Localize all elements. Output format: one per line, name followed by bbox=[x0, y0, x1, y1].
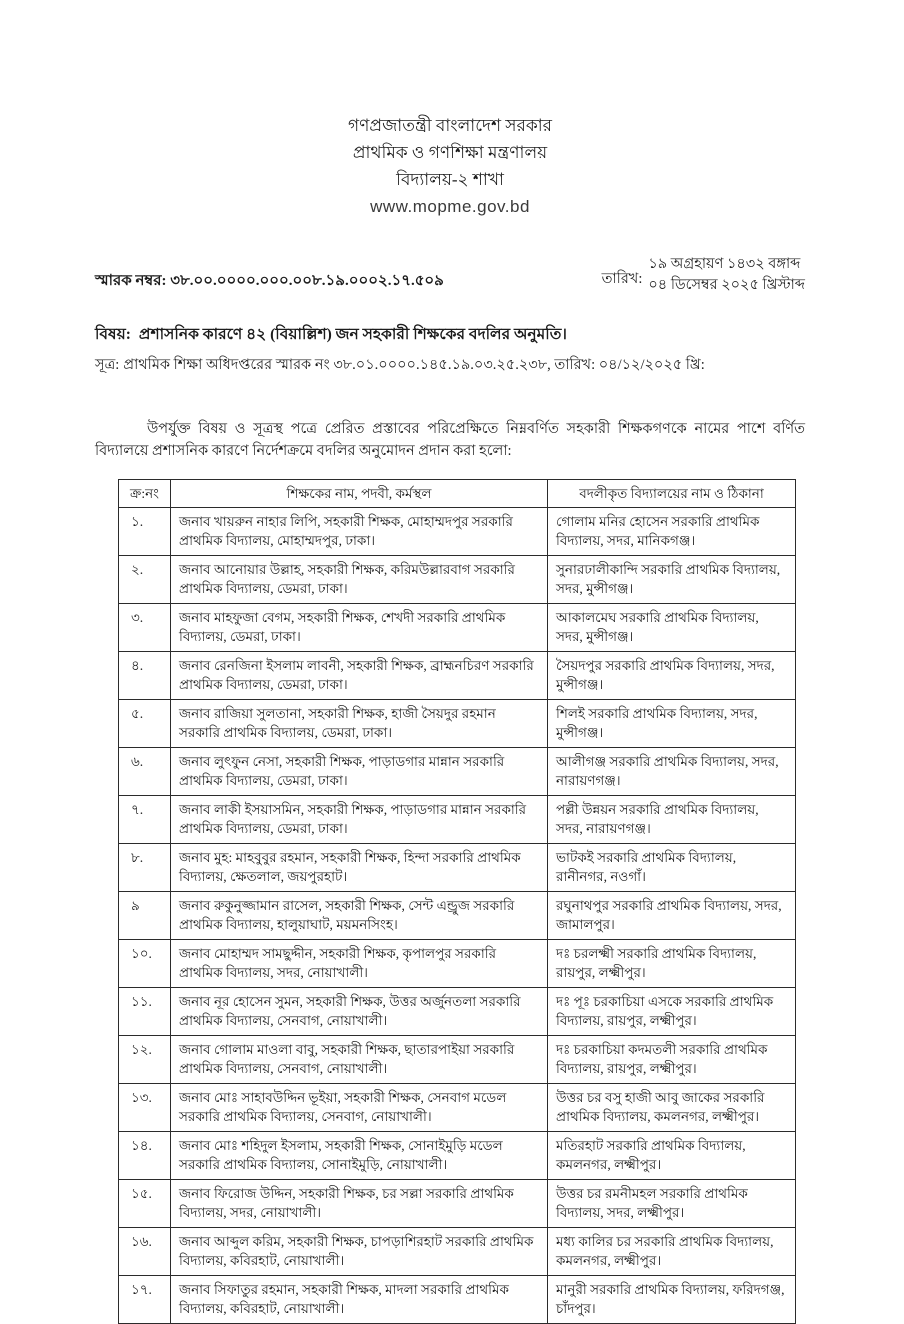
teacher-cell: জনাব লাকী ইসয়াসমিন, সহকারী শিক্ষক, পাড়াডগার মান্নান সরকারি প্রাথমিক বিদ্যালয়, ডেমরা, ঢাকা। bbox=[171, 796, 548, 844]
letterhead bbox=[95, 112, 805, 220]
serial-cell: ১২. bbox=[119, 1036, 171, 1084]
reference-text: প্রাথমিক শিক্ষা অধিদপ্তরের স্মারক নং ৩৮.০১.০০০০.১৪৫.১৯.০৩.২৫.২৩৮, তারিখ: ০৪/১২/২০২৫ খ্রি: bbox=[123, 357, 705, 373]
date-values bbox=[648, 254, 805, 296]
school-cell: মতিরহাট সরকারি প্রাথমিক বিদ্যালয়, কমলনগর, লক্ষ্মীপুর। bbox=[548, 1132, 796, 1180]
government-name: গণপ্রজাতন্ত্রী বাংলাদেশ সরকার bbox=[347, 116, 553, 135]
serial-cell: ১৬. bbox=[119, 1228, 171, 1276]
serial-cell: ১৫. bbox=[119, 1180, 171, 1228]
table-row bbox=[119, 1036, 796, 1084]
body-paragraph: উপর্যুক্ত বিষয় ও সূত্রস্থ পত্রে প্রেরিত প্রস্তাবের পরিপ্রেক্ষিতে নিম্নবর্ণিত সহকারী শিক্ষকগণকে নামের পাশে বর্ণিত বিদ্যালয়ে প্রশাসনিক কারণে নির্দেশক্রমে বদলির অনুমোদন প্রদান করা হলো: bbox=[95, 421, 805, 459]
table-row bbox=[119, 700, 796, 748]
serial-cell: ১৩. bbox=[119, 1084, 171, 1132]
teacher-cell: জনাব মাহফুজা বেগম, সহকারী শিক্ষক, শেখদী সরকারি প্রাথমিক বিদ্যালয়, ডেমরা, ঢাকা। bbox=[171, 604, 548, 652]
school-cell: শিলই সরকারি প্রাথমিক বিদ্যালয়, সদর, মুন্সীগঞ্জ। bbox=[548, 700, 796, 748]
website-url: www.mopme.gov.bd bbox=[370, 197, 530, 216]
subject-line bbox=[95, 322, 805, 348]
table-row bbox=[119, 1084, 796, 1132]
header-school: বদলীকৃত বিদ্যালয়ের নাম ও ঠিকানা bbox=[548, 480, 796, 508]
reference-line bbox=[95, 354, 805, 378]
school-cell: দঃ চরকাচিয়া কদমতলী সরকারি প্রাথমিক বিদ্যালয়, রায়পুর, লক্ষ্মীপুর। bbox=[548, 1036, 796, 1084]
teacher-cell: জনাব মোঃ শহিদুল ইসলাম, সহকারী শিক্ষক, সোনাইমুড়ি মডেল সরকারি প্রাথমিক বিদ্যালয়, সোনাইমুড়ি, নোয়াখালী। bbox=[171, 1132, 548, 1180]
teacher-cell: জনাব মোঃ সাহাবউদ্দিন ভূইয়া, সহকারী শিক্ষক, সেনবাগ মডেল সরকারি প্রাথমিক বিদ্যালয়, সেনবাগ, নোয়াখালী। bbox=[171, 1084, 548, 1132]
teacher-cell: জনাব রুকুনুজ্জামান রাসেল, সহকারী শিক্ষক, সেন্ট এন্ড্রুজ সরকারি প্রাথমিক বিদ্যালয়, হালুয়াঘাট, ময়মনসিংহ। bbox=[171, 892, 548, 940]
date-block bbox=[602, 254, 805, 296]
date-label: তারিখ: bbox=[601, 270, 643, 287]
school-cell: সুনারঢালীকান্দি সরকারি প্রাথমিক বিদ্যালয়, সদর, মুন্সীগঞ্জ। bbox=[548, 556, 796, 604]
meta-row bbox=[95, 254, 805, 296]
serial-cell: ৫. bbox=[119, 700, 171, 748]
serial-cell: ১০. bbox=[119, 940, 171, 988]
header-serial: ক্র:নং bbox=[119, 480, 171, 508]
serial-cell: ৭. bbox=[119, 796, 171, 844]
school-cell: মানুরী সরকারি প্রাথমিক বিদ্যালয়, ফরিদগঞ্জ, চাঁদপুর। bbox=[548, 1276, 796, 1324]
table-header-row bbox=[119, 480, 796, 508]
serial-cell: ১৭. bbox=[119, 1276, 171, 1324]
school-cell: পল্লী উন্নয়ন সরকারি প্রাথমিক বিদ্যালয়, সদর, নারায়ণগঞ্জ। bbox=[548, 796, 796, 844]
teacher-cell: জনাব নূর হোসেন সুমন, সহকারী শিক্ষক, উত্তর অর্জুনতলা সরকারি প্রাথমিক বিদ্যালয়, সেনবাগ, নোয়াখালী। bbox=[171, 988, 548, 1036]
table-row bbox=[119, 652, 796, 700]
header-teacher: শিক্ষকের নাম, পদবী, কর্মস্থল bbox=[171, 480, 548, 508]
table-row bbox=[119, 604, 796, 652]
table-row bbox=[119, 1180, 796, 1228]
serial-cell: ১৪. bbox=[119, 1132, 171, 1180]
table-row bbox=[119, 556, 796, 604]
gregorian-date: ০৪ ডিসেম্বর ২০২৫ খ্রিস্টাব্দ bbox=[648, 277, 805, 293]
school-cell: ভাটকই সরকারি প্রাথমিক বিদ্যালয়, রানীনগর, নওগাঁ। bbox=[548, 844, 796, 892]
branch-name: বিদ্যালয়-২ শাখা bbox=[396, 170, 504, 189]
serial-cell: ১১. bbox=[119, 988, 171, 1036]
teacher-cell: জনাব আনোয়ার উল্লাহ, সহকারী শিক্ষক, করিমউল্লারবাগ সরকারি প্রাথমিক বিদ্যালয়, ডেমরা, ঢাকা। bbox=[171, 556, 548, 604]
table-row bbox=[119, 1228, 796, 1276]
teacher-cell: জনাব খায়রুন নাহার লিপি, সহকারী শিক্ষক, মোহাম্মদপুর সরকারি প্রাথমিক বিদ্যালয়, মোহাম্মদপুর, ঢাকা। bbox=[171, 508, 548, 556]
subject-text: প্রশাসনিক কারণে ৪২ (বিয়াল্লিশ) জন সহকারী শিক্ষকের বদলির অনুমতি। bbox=[138, 326, 567, 343]
reference-label: সূত্র: bbox=[95, 357, 120, 373]
serial-cell: ৩. bbox=[119, 604, 171, 652]
school-cell: আকালমেঘ সরকারি প্রাথমিক বিদ্যালয়, সদর, মুন্সীগঞ্জ। bbox=[548, 604, 796, 652]
school-cell: সৈয়দপুর সরকারি প্রাথমিক বিদ্যালয়, সদর, মুন্সীগঞ্জ। bbox=[548, 652, 796, 700]
table-row bbox=[119, 988, 796, 1036]
serial-cell: ৬. bbox=[119, 748, 171, 796]
teacher-cell: জনাব রাজিয়া সুলতানা, সহকারী শিক্ষক, হাজী সৈয়দুর রহমান সরকারি প্রাথমিক বিদ্যালয়, ডেমরা, ঢাকা। bbox=[171, 700, 548, 748]
school-cell: উত্তর চর বসু হাজী আবু জাকের সরকারি প্রাথমিক বিদ্যালয়, কমলনগর, লক্ষ্মীপুর। bbox=[548, 1084, 796, 1132]
serial-cell: ৮. bbox=[119, 844, 171, 892]
teacher-cell: জনাব মুহ: মাহবুবুর রহমান, সহকারী শিক্ষক, হিন্দা সরকারি প্রাথমিক বিদ্যালয়, ক্ষেতলাল, জয়পুরহাট। bbox=[171, 844, 548, 892]
table-row bbox=[119, 940, 796, 988]
memo-number-line bbox=[95, 269, 444, 296]
serial-cell: ৯ bbox=[119, 892, 171, 940]
school-cell: উত্তর চর রমনীমহল সরকারি প্রাথমিক বিদ্যালয়, সদর, লক্ষ্মীপুর। bbox=[548, 1180, 796, 1228]
bangla-date: ১৯ অগ্রহায়ণ ১৪৩২ বঙ্গাব্দ bbox=[648, 256, 801, 272]
serial-cell: ২. bbox=[119, 556, 171, 604]
school-cell: দঃ চরলক্ষ্মী সরকারি প্রাথমিক বিদ্যালয়, রায়পুর, লক্ষ্মীপুর। bbox=[548, 940, 796, 988]
school-cell: আলীগঞ্জ সরকারি প্রাথমিক বিদ্যালয়, সদর, নারায়ণগঞ্জ। bbox=[548, 748, 796, 796]
school-cell: গোলাম মনির হোসেন সরকারি প্রাথমিক বিদ্যালয়, সদর, মানিকগঞ্জ। bbox=[548, 508, 796, 556]
school-cell: মধ্য কালির চর সরকারি প্রাথমিক বিদ্যালয়, কমলনগর, লক্ষ্মীপুর। bbox=[548, 1228, 796, 1276]
teacher-cell: জনাব ফিরোজ উদ্দিন, সহকারী শিক্ষক, চর সল্লা সরকারি প্রাথমিক বিদ্যালয়, সদর, নোয়াখালী। bbox=[171, 1180, 548, 1228]
teacher-cell: জনাব লুৎফুন নেসা, সহকারী শিক্ষক, পাড়াডগার মান্নান সরকারি প্রাথমিক বিদ্যালয়, ডেমরা, ঢাকা। bbox=[171, 748, 548, 796]
table-row bbox=[119, 1132, 796, 1180]
table-row bbox=[119, 844, 796, 892]
table-row bbox=[119, 1276, 796, 1324]
memo-number: ৩৮.০০.০০০০.০০০.০০৮.১৯.০০০২.১৭.৫০৯ bbox=[170, 273, 444, 289]
teacher-cell: জনাব গোলাম মাওলা বাবু, সহকারী শিক্ষক, ছাতারপাইয়া সরকারি প্রাথমিক বিদ্যালয়, সেনবাগ, নোয়াখালী। bbox=[171, 1036, 548, 1084]
teacher-cell: জনাব সিফাতুর রহমান, সহকারী শিক্ষক, মাদলা সরকারি প্রাথমিক বিদ্যালয়, কবিরহাট, নোয়াখালী। bbox=[171, 1276, 548, 1324]
school-cell: দঃ পূঃ চরকাচিয়া এসকে সরকারি প্রাথমিক বিদ্যালয়, রায়পুর, লক্ষ্মীপুর। bbox=[548, 988, 796, 1036]
teacher-cell: জনাব মোহাম্মদ সামছুদ্দীন, সহকারী শিক্ষক, কৃপালপুর সরকারি প্রাথমিক বিদ্যালয়, সদর, নোয়াখালী। bbox=[171, 940, 548, 988]
table-body bbox=[119, 508, 796, 1324]
table-row bbox=[119, 892, 796, 940]
transfer-table bbox=[118, 479, 796, 1324]
ministry-name: প্রাথমিক ও গণশিক্ষা মন্ত্রণালয় bbox=[352, 143, 548, 162]
memo-label: স্মারক নম্বর: bbox=[95, 273, 167, 289]
teacher-cell: জনাব আব্দুল করিম, সহকারী শিক্ষক, চাপড়াশিরহাট সরকারি প্রাথমিক বিদ্যালয়, কবিরহাট, নোয়াখালী। bbox=[171, 1228, 548, 1276]
subject-label: বিষয়: bbox=[95, 326, 131, 343]
table-row bbox=[119, 508, 796, 556]
serial-cell: ১. bbox=[119, 508, 171, 556]
teacher-cell: জনাব রেনজিনা ইসলাম লাবনী, সহকারী শিক্ষক, ব্রাহ্মনচিরণ সরকারি প্রাথমিক বিদ্যালয়, ডেমরা, ঢাকা। bbox=[171, 652, 548, 700]
table-row bbox=[119, 796, 796, 844]
serial-cell: ৪. bbox=[119, 652, 171, 700]
school-cell: রঘুনাথপুর সরকারি প্রাথমিক বিদ্যালয়, সদর, জামালপুর। bbox=[548, 892, 796, 940]
table-row bbox=[119, 748, 796, 796]
